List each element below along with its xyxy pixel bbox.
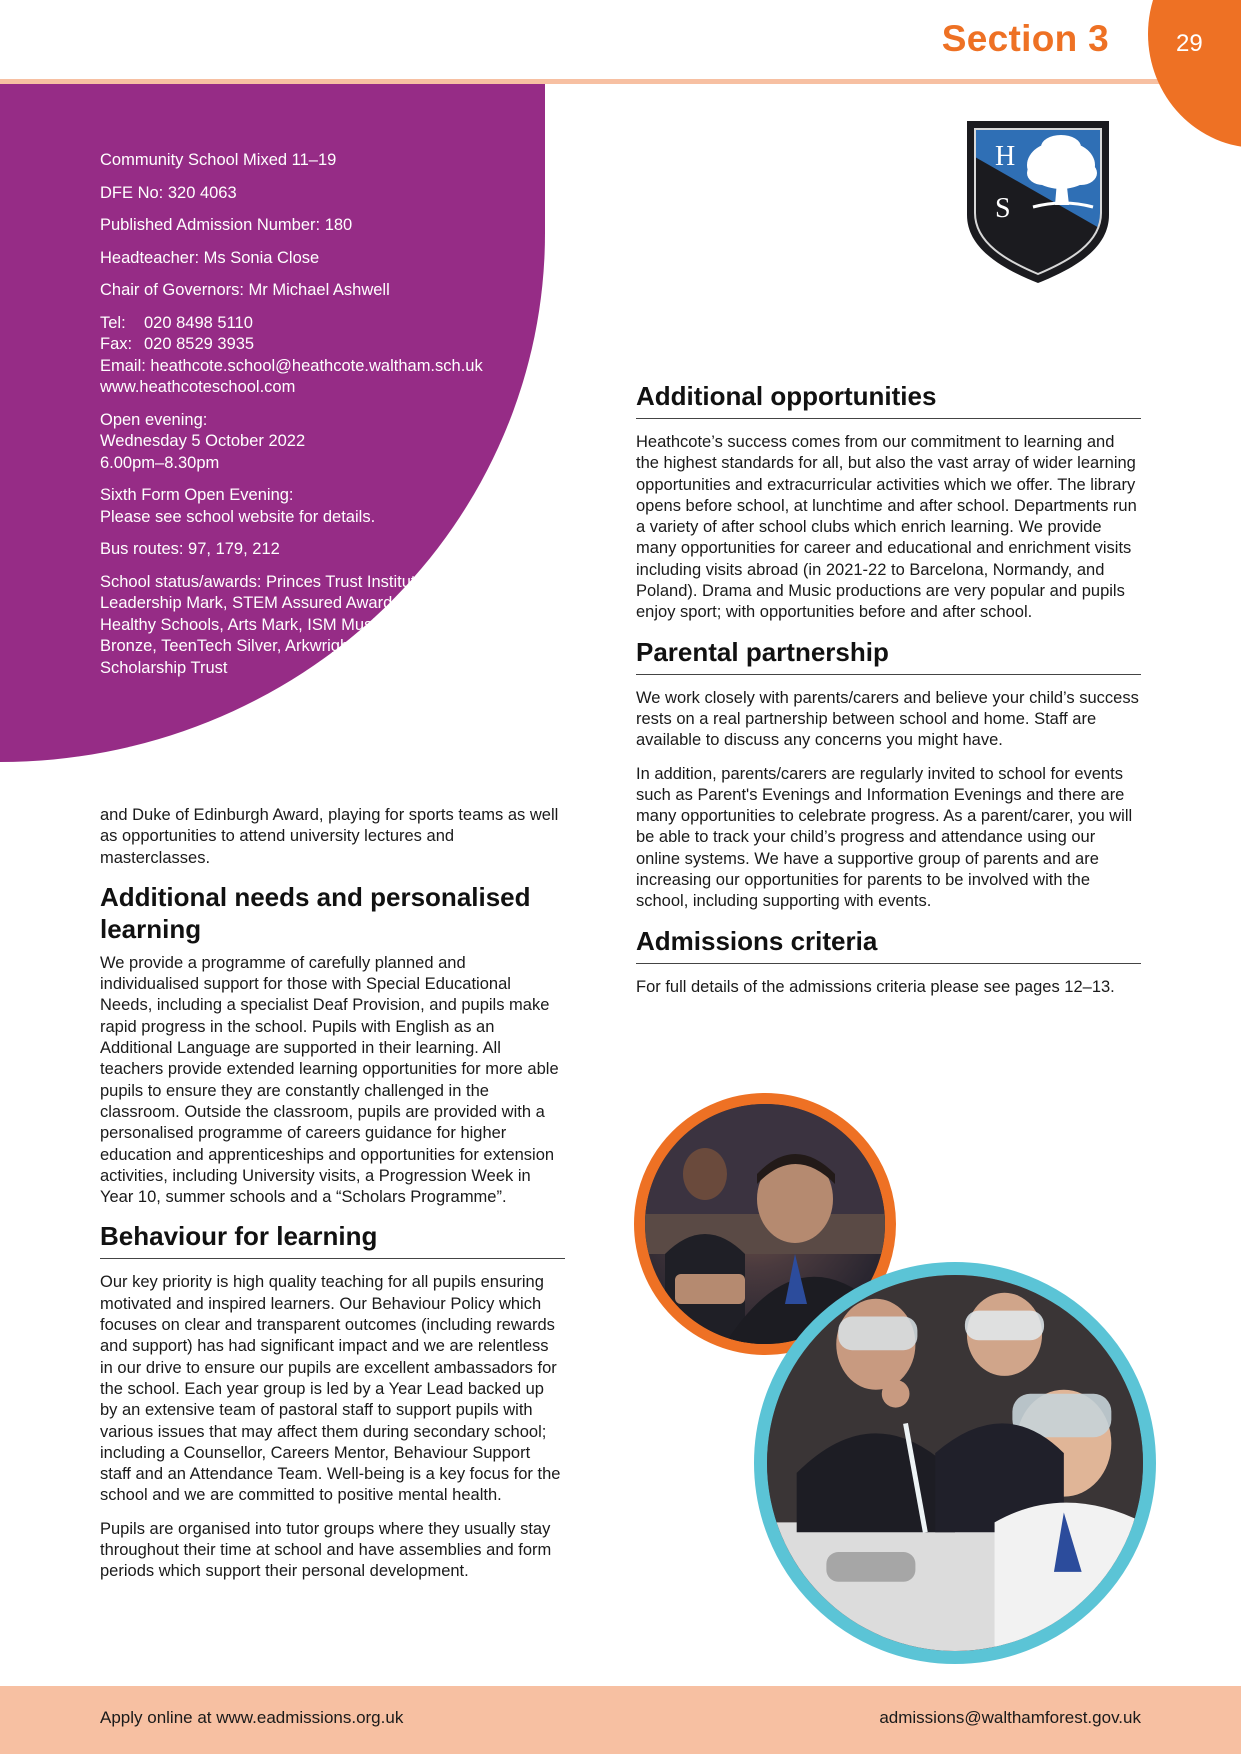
footer-email: admissions@walthamforest.gov.uk — [879, 1708, 1141, 1727]
sixth-form-label: Sixth Form Open Evening: — [100, 486, 294, 504]
parental-paragraph-2: In addition, parents/carers are regularly invited to school for events such as Parent's Evenings and Information Evenings and there are many opportunities to celebrate progress. As a parent/carer, you will be able to track your child’s progress and attendance using our online systems. We have a supportive group of parents and are increasing our opportunities for parents to be involved with the school, including supporting with events. — [636, 764, 1133, 911]
behaviour-paragraph-1: Our key priority is high quality teaching for all pupils ensuring motivated and inspired learners. Our Behaviour Policy which focuses on clear and transparent outcomes (including rewards and support) has had significant impact and we are relentless in our drive to ensure our pupils are excellent ambassadors for the school. Each year group is led by a Year Lead backed up by an extensive team of pastoral staff to support pupils with various issues that may affect them during secondary school; including a Counsellor, Careers Mentor, Behaviour Support staff and an Attendance Team. Well-being is a key focus for the school and we are committed to positive mental health. — [100, 1273, 561, 1505]
parental-paragraph-1: We work closely with parents/carers and believe your child’s success rests on a real partnership between school and home. Staff are available to discuss any concerns you might have. — [636, 688, 1139, 750]
awards-line: Bronze, TeenTech Silver, Arkwright — [100, 637, 354, 655]
chair-of-governors: Chair of Governors: Mr Michael Ashwell — [100, 281, 390, 299]
fax-value: 020 8529 3935 — [144, 335, 255, 353]
opportunities-paragraph: Heathcote’s success comes from our commitment to learning and the highest standards for all, but also the vast array of wider learning opportunities and extracurricular activities which we offer. The library opens before school, at lunchtime and after school. Departments run a variety of after school clubs which enrich learning. We provide many opportunities for career and educational and enrichment visits including visits abroad (in 2021-22 to Barcelona, Normandy, and Poland). Drama and Music productions are very popular and pupils enjoy sport; with opportunities before and after school. — [636, 433, 1137, 622]
headteacher: Headteacher: Ms Sonia Close — [100, 248, 320, 267]
open-evening-time: 6.00pm–8.30pm — [100, 453, 220, 472]
dfe-number: DFE No: 320 4063 — [100, 183, 237, 202]
heading-additional-needs: Additional needs and personalised learning — [100, 881, 531, 944]
footer-apply-online: Apply online at www.eadmissions.org.uk — [100, 1708, 404, 1727]
admissions-paragraph: For full details of the admissions criteria please see pages 12–13. — [636, 977, 1115, 996]
right-column — [636, 370, 1141, 1010]
left-column — [100, 805, 565, 1595]
heading-behaviour: Behaviour for learning — [100, 1220, 565, 1259]
behaviour-paragraph-2: Pupils are organised into tutor groups where they usually stay throughout their time at school and have assemblies and form periods which support their personal development. — [100, 1519, 552, 1581]
awards-line: Healthy Schools, Arts Mark, ISM Music — [100, 615, 385, 634]
awards-line: School status/awards: Princes Trust Institute — [100, 572, 425, 591]
email: Email: heathcote.school@heathcote.waltham.sch.uk — [100, 356, 483, 375]
awards-line: Scholarship Trust — [100, 658, 228, 677]
additional-needs-paragraph: We provide a programme of carefully planned and individualised support for those with Special Educational Needs, including a specialist Deaf Provision, and pupils make rapid progress in the school. Pupils with English as an Additional Language are supported in their learning. All teachers provide extended learning opportunities for more able pupils to ensure they are constantly challenged in the classroom. Outside the classroom, pupils are provided with a personalised programme of careers guidance for higher education and apprenticeships and opportunities for extension activities, including University visits, a Progression Week in Year 10, summer schools and a “Scholars Programme”. — [100, 953, 559, 1207]
tel-value: 020 8498 5110 — [144, 313, 253, 332]
fax — [100, 334, 490, 356]
crest-letter-bottom: S — [995, 193, 1011, 224]
open-evening — [100, 410, 490, 475]
heading-parental-partnership: Parental partnership — [636, 636, 1141, 675]
school-info-list — [100, 150, 490, 690]
school-awards — [100, 572, 490, 680]
awards-line: Leadership Mark, STEM Assured Award, — [100, 594, 397, 612]
school-crest-logo — [963, 117, 1113, 285]
telephone — [100, 313, 490, 335]
sixth-form-open-evening — [100, 485, 490, 528]
school-type: Community School Mixed 11–19 — [100, 151, 337, 169]
heading-admissions-criteria: Admissions criteria — [636, 925, 1141, 964]
footer-bar — [0, 1686, 1241, 1754]
page-number-tab — [1148, 0, 1241, 148]
open-evening-label: Open evening: — [100, 410, 208, 429]
tel-label: Tel: — [100, 313, 126, 332]
photo-science-lab — [754, 1262, 1156, 1664]
crest-letter-top: H — [995, 141, 1016, 172]
section-title: Section 3 — [941, 18, 1109, 59]
website: www.heathcoteschool.com — [100, 378, 296, 396]
continued-paragraph: and Duke of Edinburgh Award, playing for sports teams as well as opportunities to attend university lectures and masterclasses. — [100, 806, 559, 867]
bus-routes: Bus routes: 97, 179, 212 — [100, 540, 280, 558]
open-evening-date: Wednesday 5 October 2022 — [100, 432, 306, 450]
sixth-form-text: Please see school website for details. — [100, 507, 376, 526]
page-number: 29 — [1176, 30, 1203, 57]
science-lab-illustration — [767, 1275, 1143, 1651]
heading-additional-opportunities: Additional opportunities — [636, 380, 1141, 419]
contact-details — [100, 313, 490, 399]
fax-label: Fax: — [100, 335, 133, 353]
admission-number: Published Admission Number: 180 — [100, 216, 353, 234]
